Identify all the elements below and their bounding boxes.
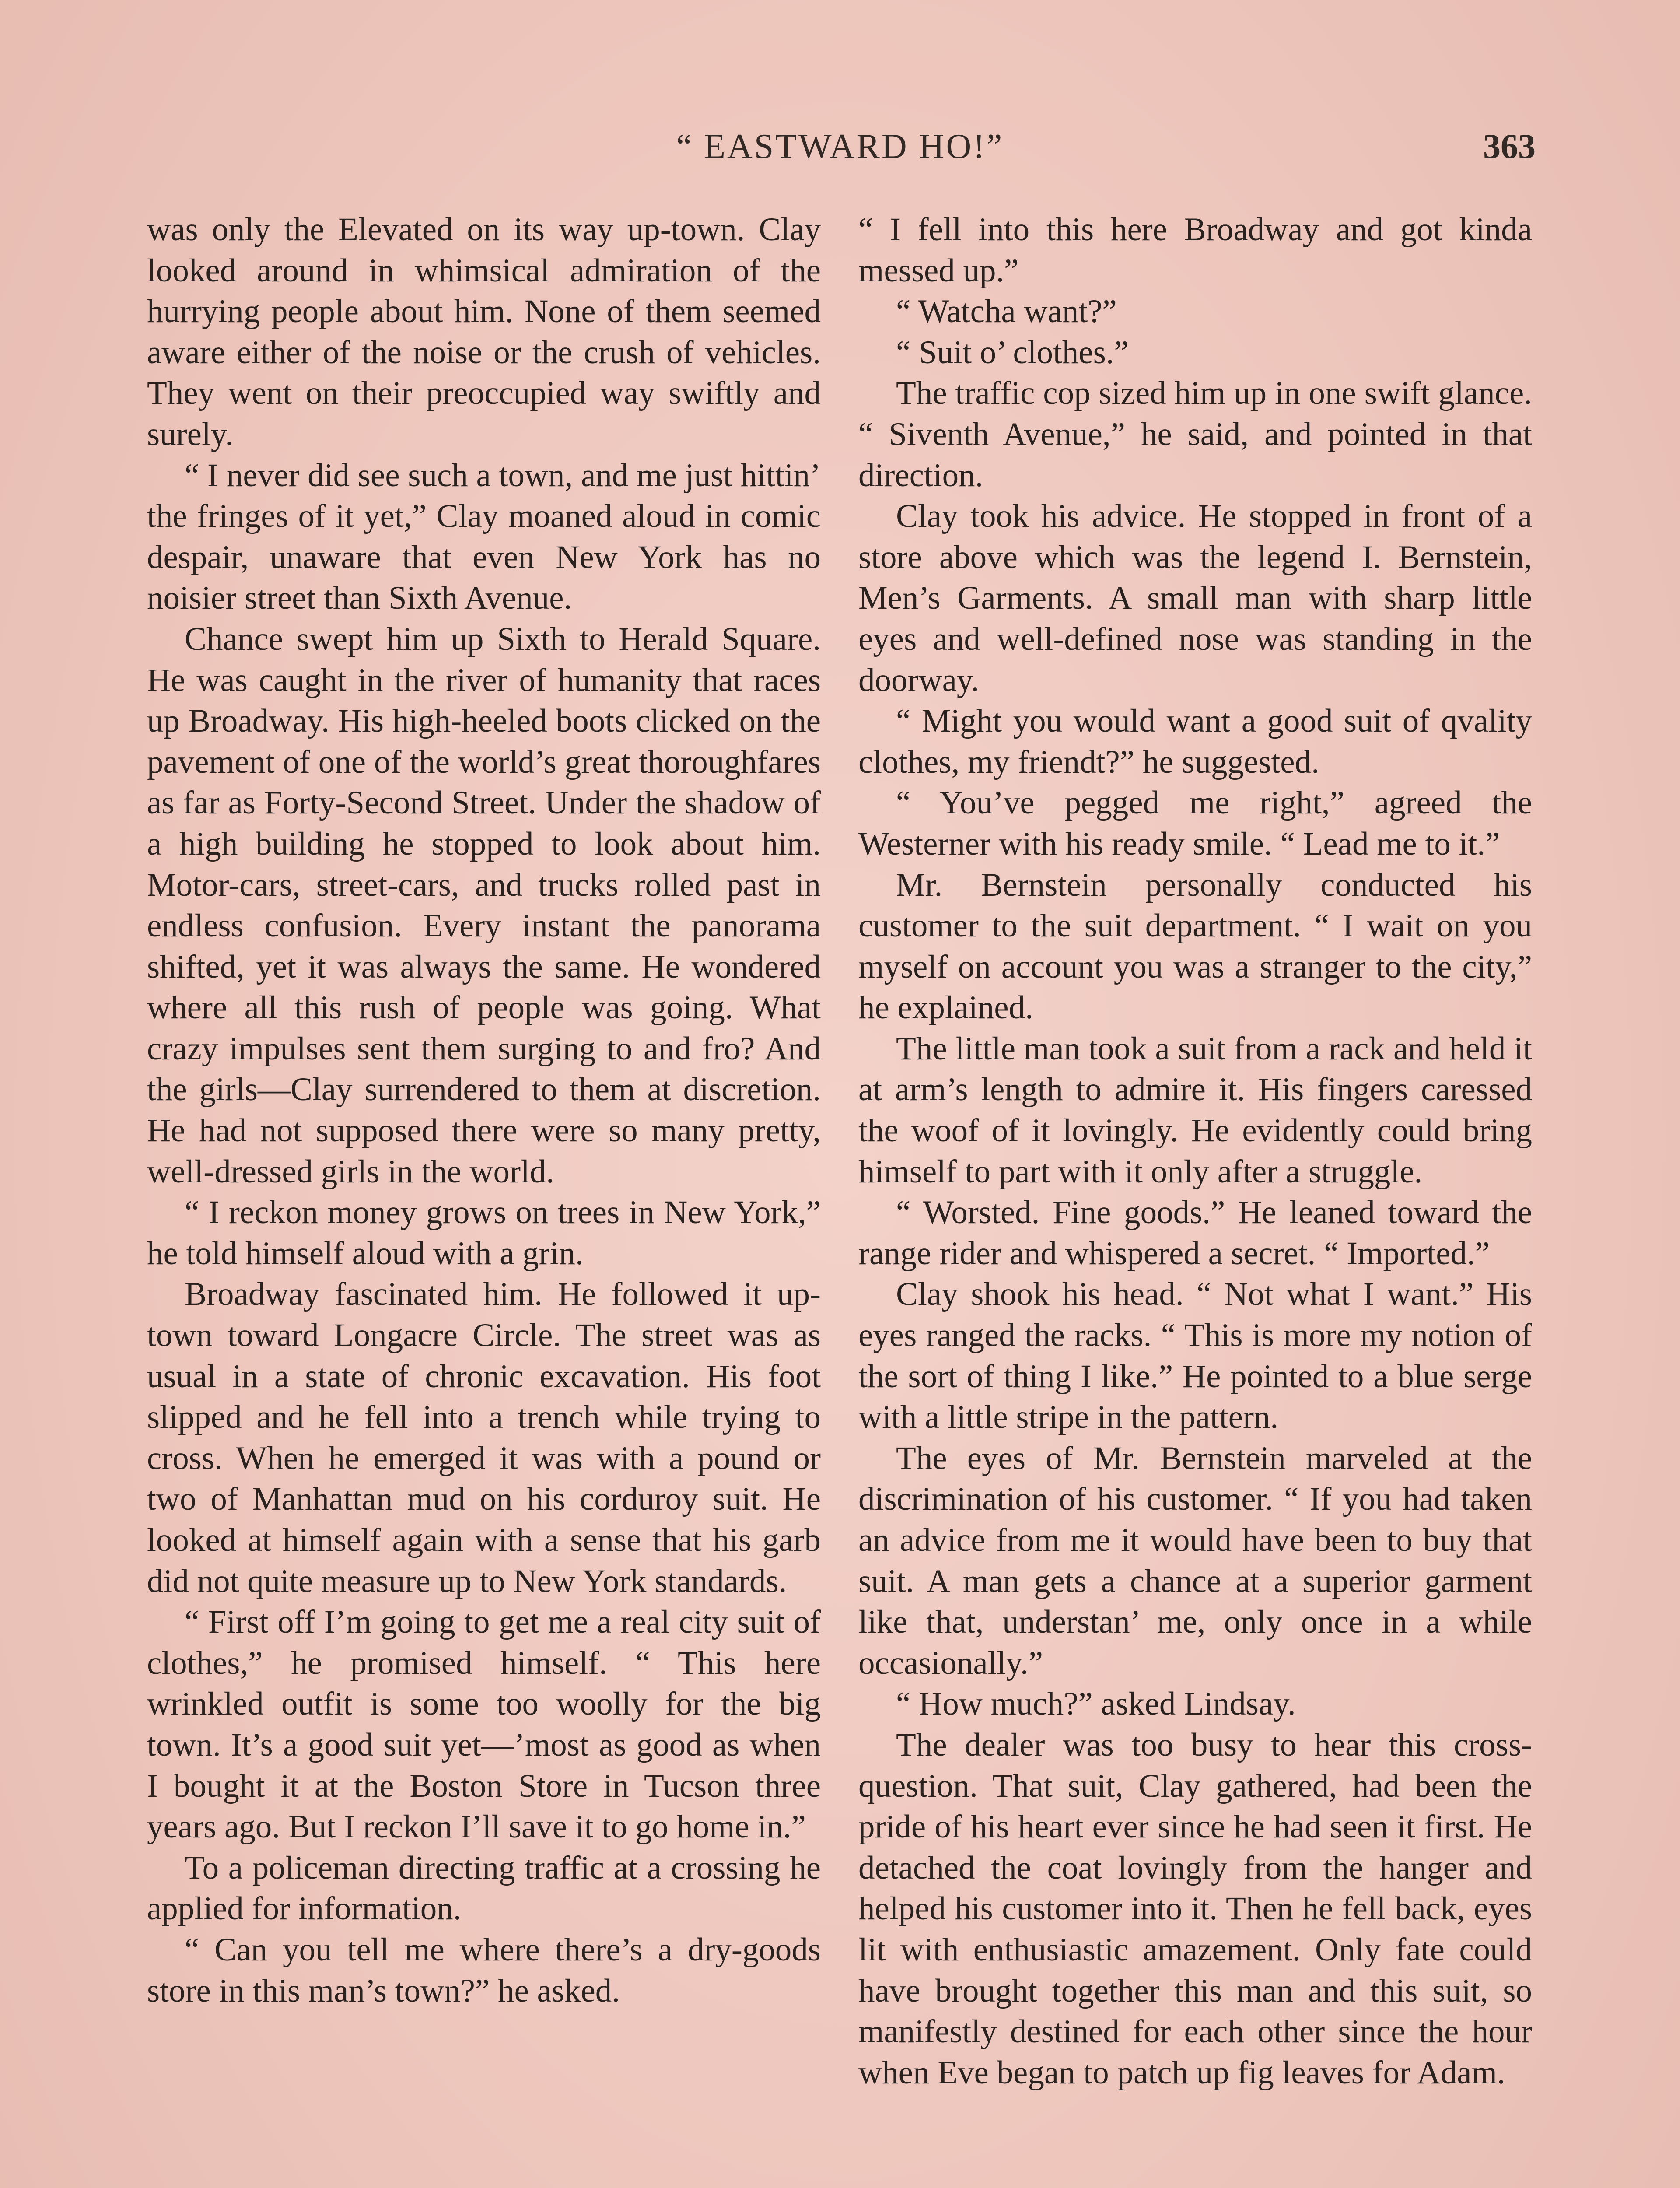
paragraph: “ Can you tell me where there’s a dry-goods store in this man’s town?” he asked. [147,1931,821,2009]
paragraph: “ Worsted. Fine goods.” He leaned toward the range rider and whispered a secret. “ Imported.” [858,1194,1532,1272]
paragraph: The little man took a suit from a rack and held it at arm’s length to admire it. His fingers caressed the woof of it lovingly. He evidently could bring himself to part with it only after a struggle. [858,1030,1532,1190]
paragraph: “ I reckon money grows on trees in New York,” he told himself aloud with a grin. [147,1194,821,1272]
paragraph: “ First off I’m going to get me a real city suit of clothes,” he promised himself. “ This here wrinkled outfit is some too woolly for the big town. It’s a good suit yet—’most as good as when I bought it at the Boston Store in Tucson three years ago. But I reckon I’ll save it to go home in.” [147,1604,821,1845]
paragraph: The dealer was too busy to hear this cross-question. That suit, Clay gathered, had been the pride of his heart ever since he had seen it first. He detached the coat lovingly from the hanger and helped his customer into it. Then he fell back, eyes lit with enthusiastic amazement. Only fate could have brought together this man and this suit, so manifestly destined for each other since the hour when Eve began to patch up fig leaves for Adam. [858,1726,1532,2091]
paragraph: “ I fell into this here Broadway and got kinda messed up.” [858,211,1532,289]
running-title: “ EASTWARD HO!” [676,127,1004,166]
paragraph: “ Suit o’ clothes.” [896,334,1129,371]
paragraph: “ Might you would want a good suit of qvality clothes, my friendt?” he suggested. [858,703,1532,780]
paragraph: The eyes of Mr. Bernstein marveled at the discrimination of his customer. “ If you had taken an advice from me it would have been to buy that suit. A man gets a chance at a superior garment like that, understan’ me, only once in a while occasionally.” [858,1440,1532,1681]
paragraph: “ You’ve pegged me right,” agreed the Westerner with his ready smile. “ Lead me to it.” [858,785,1532,862]
right-column [858,209,1532,2093]
paragraph: “ Watcha want?” [896,293,1117,330]
paragraph: was only the Elevated on its way up-town. Clay looked around in whimsical admiration of the hurrying people about him. None of them seemed aware either of the noise or the crush of vehicles. They went on their preoccupied way swiftly and surely. [147,211,821,452]
paragraph: Clay shook his head. “ Not what I want.” His eyes ranged the racks. “ This is more my notion of the sort of thing I like.” He pointed to a blue serge with a little stripe in the pattern. [858,1276,1532,1436]
left-column [147,209,821,2011]
paragraph: To a policeman directing traffic at a crossing he applied for information. [147,1849,821,1927]
paragraph: Chance swept him up Sixth to Herald Square. He was caught in the river of humanity that races up Broadway. His high-heeled boots clicked on the pavement of one of the world’s great thoroughfares as far as Forty-Second Street. Under the shadow of a high building he stopped to look about him. Motor-cars, street-cars, and trucks rolled past in endless confusion. Every instant the panorama shifted, yet it was always the same. He wondered where all this rush of people was going. What crazy impulses sent them surging to and fro? And the girls—Clay surrendered to them at discretion. He had not supposed there were so many pretty, well-dressed girls in the world. [147,621,821,1190]
paragraph: “ I never did see such a town, and me just hittin’ the fringes of it yet,” Clay moaned aloud in comic despair, unaware that even New York has no noisier street than Sixth Avenue. [147,457,821,617]
page-number: 363 [1483,127,1536,166]
paragraph: Broadway fascinated him. He followed it up-town toward Longacre Circle. The street was as usual in a state of chronic excavation. His foot slipped and he fell into a trench while trying to cross. When he emerged it was with a pound or two of Manhattan mud on his corduroy suit. He looked at himself again with a sense that his garb did not quite measure up to New York standards. [147,1276,821,1599]
paragraph: “ How much?” asked Lindsay. [896,1686,1296,1722]
paragraph: Clay took his advice. He stopped in front of a store above which was the legend I. Bernstein, Men’s Garments. A small man with sharp little eyes and well-defined nose was standing in the doorway. [858,498,1532,698]
paragraph: The traffic cop sized him up in one swift glance. “ Siventh Avenue,” he said, and pointed in that direction. [858,375,1532,494]
paragraph: Mr. Bernstein personally conducted his customer to the suit department. “ I wait on you myself on account you was a stranger to the city,” he explained. [858,866,1532,1026]
